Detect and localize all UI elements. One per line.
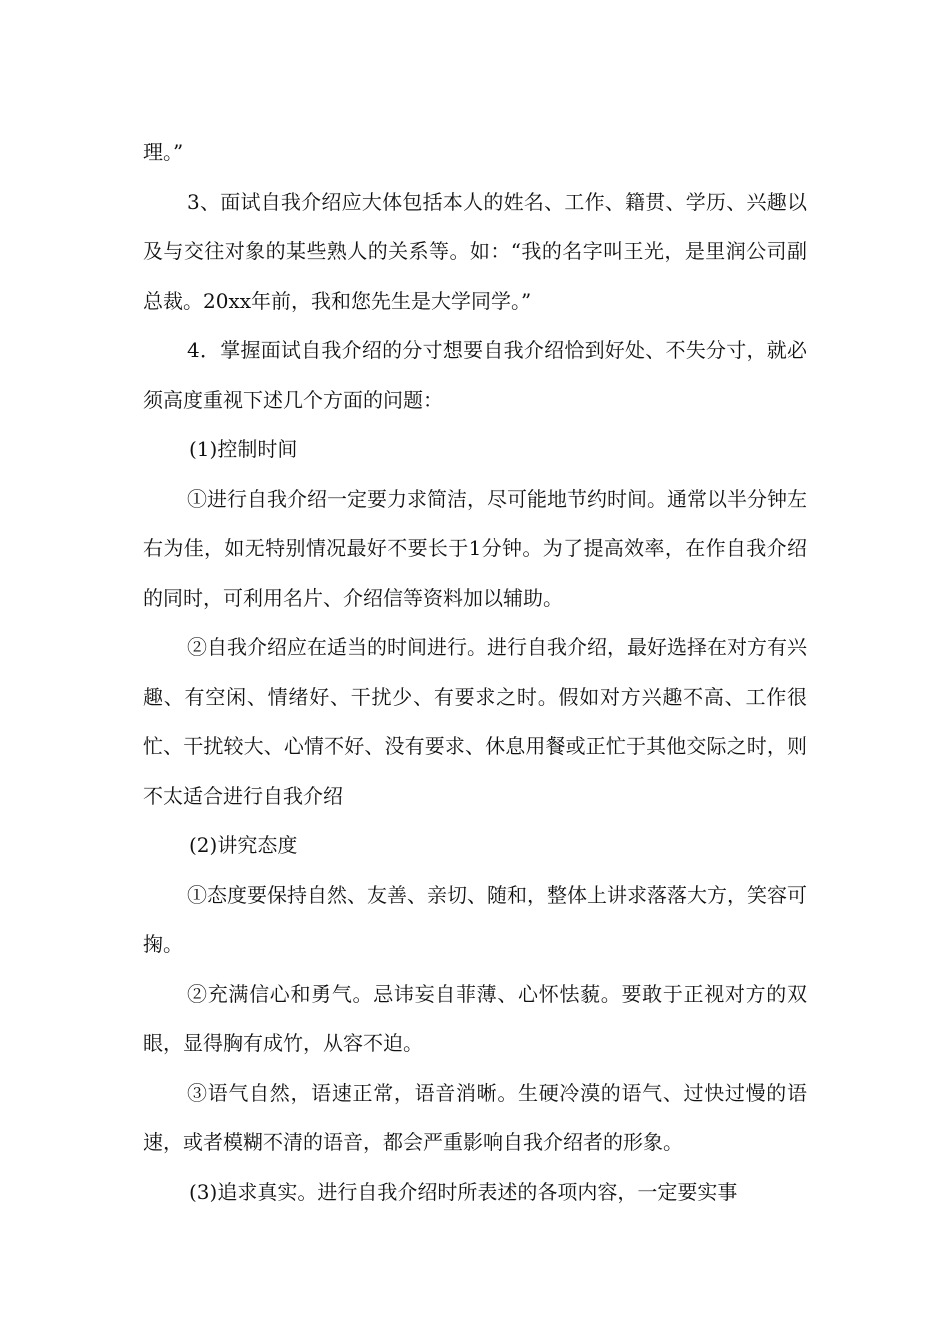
paragraph-brevity: ①进行自我介绍一定要力求简洁，尽可能地节约时间。通常以半分钟左右为佳，如无特别情况最好不要长于1分钟。为了提高效率，在作自我介绍的同时，可利用名片、介绍信等资料加以辅助。 bbox=[143, 486, 807, 610]
paragraph-tone: ③语气自然，语速正常，语音消晰。生硬冷漠的语气、过快过慢的语速，或者模糊不清的语音，都会严重影响自我介绍者的形象。 bbox=[143, 1080, 807, 1154]
subheading-control-time: (1)控制时间 bbox=[189, 437, 298, 461]
paragraph-self-intro-content: 3、面试自我介绍应大体包括本人的姓名、工作、籍贯、学历、兴趣以及与交往对象的某些熟人的关系等。如：“我的名字叫王光，是里润公司副总裁。20xx年前，我和您先生是大学同学。” bbox=[143, 189, 807, 313]
paragraph-timing: ②自我介绍应在适当的时间进行。进行自我介绍，最好选择在对方有兴趣、有空闲、情绪好、干扰少、有要求之时。假如对方兴趣不高、工作很忙、干扰较大、心情不好、没有要求、休息用餐或正忙于其他交际之时，则不太适合进行自我介绍 bbox=[143, 635, 807, 808]
subheading-attitude: (2)讲究态度 bbox=[189, 833, 298, 857]
paragraph-natural-attitude: ①态度要保持自然、友善、亲切、随和，整体上讲求落落大方，笑容可掬。 bbox=[143, 882, 807, 956]
paragraph-truthfulness: (3)追求真实。进行自我介绍时所表述的各项内容，一定要实事 bbox=[189, 1179, 738, 1204]
paragraph-continuation: 理。” bbox=[143, 140, 184, 164]
document-body bbox=[143, 128, 807, 1217]
paragraph-self-intro-measure: 4．掌握面试自我介绍的分寸想要自我介绍恰到好处、不失分寸，就必须高度重视下述几个方面的问题： bbox=[143, 338, 807, 412]
paragraph-confidence: ②充满信心和勇气。忌讳妄自菲薄、心怀怯藐。要敢于正视对方的双眼，显得胸有成竹，从容不迫。 bbox=[143, 981, 807, 1055]
